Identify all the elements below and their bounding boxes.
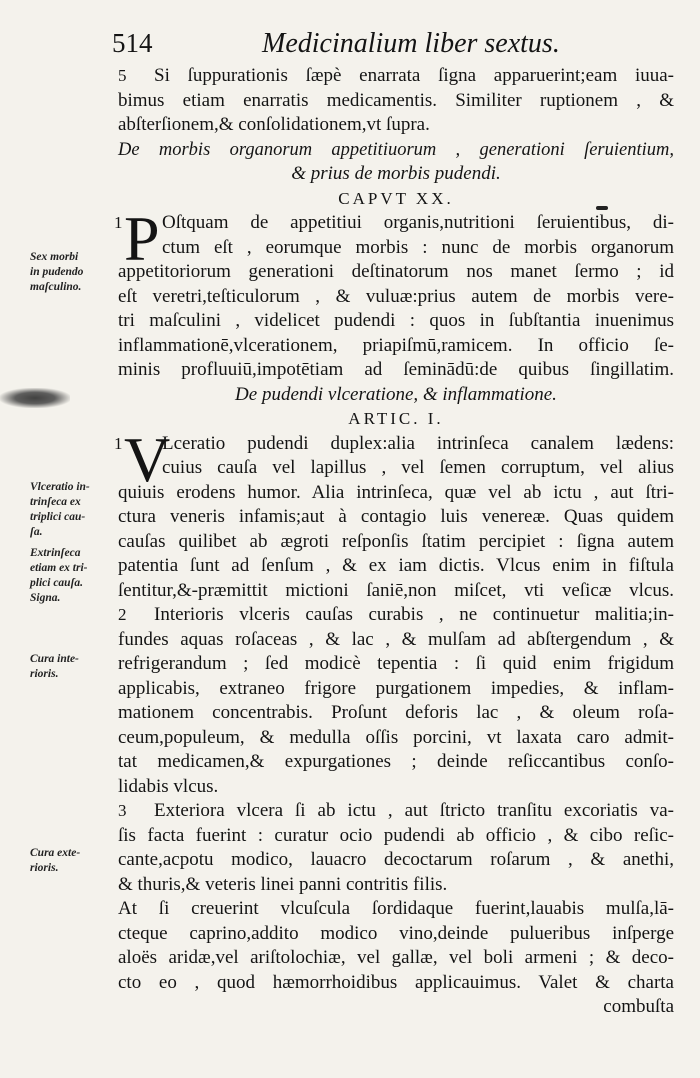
line-text: CAPVT XX. [338, 188, 454, 208]
text-line [118, 922, 674, 947]
line-text: applicabis, extraneo frigore purgationem impedies, & inflam- [118, 677, 674, 699]
line-text: combuſta [603, 996, 674, 1017]
text-line [118, 113, 674, 138]
margin-note-line: Cura exte- [30, 847, 81, 859]
margin-note-line: Vlceratio in- [30, 481, 90, 493]
margin-note-line: triplici cau- [30, 511, 86, 523]
margin-note-line: rioris. [30, 668, 59, 680]
line-text: Oſtquam de appetitiui organis,nutritioni ſeruientibus, di- [162, 212, 674, 233]
line-text: ſis facta fuerint : curatur ocio pudendi ab officio , & cibo reſic- [118, 824, 674, 846]
margin-note [30, 846, 120, 876]
text-line [118, 138, 674, 163]
margin-note-line: Cura inte- [30, 653, 79, 665]
line-text: cteque caprino,addito modico vino,deinde pulueribus inſperge [118, 922, 674, 944]
text-line [118, 897, 674, 922]
line-text: cto eo , quod hæmorrhoidibus applicauimus. Valet & charta [118, 971, 674, 993]
text-line [118, 603, 674, 628]
text-line [118, 971, 674, 996]
margin-note [30, 546, 120, 606]
drop-capital: V [124, 423, 171, 495]
text-line [118, 652, 674, 677]
line-text: mationem concentrabis. Proſunt deforis lac , & oleum roſa- [118, 702, 674, 723]
line-text: ctum eſt , eorumque morbis : nunc de morbis organorum [162, 236, 674, 258]
text-line [118, 554, 674, 579]
line-text: ARTIC. I. [348, 409, 444, 428]
text-line [118, 407, 674, 432]
text-line [118, 628, 674, 653]
page-number: 514 [112, 28, 153, 58]
line-text: lidabis vlcus. [118, 775, 219, 797]
margin-note-line: rioris. [30, 862, 59, 874]
line-text: quiuis erodens humor. Alia intrinſeca, quæ vel ab ictu , aut ſtri- [118, 481, 674, 503]
drop-capital: P [124, 203, 160, 274]
text-line [118, 873, 674, 898]
paragraph-number: 5 [118, 66, 127, 85]
text-line [118, 162, 674, 187]
text-line [118, 89, 674, 114]
running-title: Medicinalium liber sextus. [262, 28, 560, 59]
text-line [118, 530, 674, 555]
line-text: cante,acpotu modico, lauacro decoctarum roſarum , & anethi, [118, 849, 674, 870]
text-line [118, 505, 674, 530]
margin-note-line: Extrinſeca [30, 547, 81, 559]
text-line [118, 236, 674, 261]
text-line [118, 824, 674, 849]
text-line [118, 726, 674, 751]
text-line [118, 799, 674, 824]
margin-note-line: etiam ex tri- [30, 562, 88, 574]
line-text: tat medicamen,& expurgationes ; deinde reſiccantibus conſo- [118, 751, 674, 772]
text-line [118, 750, 674, 775]
margin-note-line: in pudendo [30, 266, 84, 278]
line-text: De pudendi vlceratione, & inflammatione. [235, 383, 557, 405]
line-text: cuius cauſa vel lapillus , vel ſemen corruptum, vel alius [162, 457, 674, 478]
text-line [118, 946, 674, 971]
line-text: At ſi creuerint vlcuſcula ſordidaque fuerint,lauabis mulſa,lā- [118, 898, 674, 919]
line-text: bimus etiam enarratis medicamentis. Similiter ruptionem , & [118, 89, 674, 111]
text-line [118, 64, 674, 89]
line-text: abſterſionem,& conſolidationem,vt ſupra. [118, 114, 430, 135]
paragraph-number: 2 [118, 605, 127, 624]
text-line [118, 358, 674, 383]
margin-note [30, 480, 120, 540]
text-line [118, 701, 674, 726]
text-line [118, 309, 674, 334]
text-line [118, 995, 674, 1020]
margin-note-line: plici cauſa. [30, 577, 84, 589]
paragraph-number: 1 [114, 433, 123, 453]
margin-note-line: Signa. [30, 592, 61, 604]
text-line [118, 285, 674, 310]
line-text: Exteriora vlcera ſi ab ictu , aut ſtricto tranſitu excoriatis va- [154, 800, 674, 821]
line-text: patentia ſunt ad ſenſum , & ex iam dictis. Vlcus enim in fiſtula [118, 555, 674, 576]
line-text: De morbis organorum appetitiuorum , generationi ſeruientium, [118, 139, 674, 160]
line-text: ctura veneris infamis;aut à contagio luis venereæ. Quas quidem [118, 506, 674, 527]
text-line [118, 775, 674, 800]
paragraph-number: 1 [114, 213, 123, 232]
text-line [118, 187, 674, 212]
line-text: inflammationē,vlcerationem, priapiſmū,ramicem. In officio ſe- [118, 334, 674, 356]
text-line [118, 383, 674, 408]
margin-note [30, 250, 120, 295]
line-text: appetitoriorum generationi deſtinatorum nos manet ſermo ; id [118, 261, 674, 282]
line-text: & prius de morbis pudendi. [291, 163, 501, 184]
line-text: Interioris vlceris cauſas curabis , ne continuetur malitia;in- [154, 604, 674, 625]
margin-note-line: maſculino. [30, 281, 82, 293]
margin-note-line: ſa. [30, 526, 43, 538]
body-text [114, 64, 674, 1020]
ink-smudge [0, 388, 70, 408]
text-line [118, 848, 674, 873]
line-text: aloës aridæ,vel ariſtolochiæ, vel gallæ, vel boli armeni ; & deco- [118, 947, 674, 968]
text-line [118, 456, 674, 481]
text-line [118, 481, 674, 506]
margin-note [30, 652, 120, 682]
text-line [118, 260, 674, 285]
line-text: cauſas quilibet ab ægroti reſponſis ſtatim percipiet : ſigna autem [118, 530, 674, 552]
page-header [112, 28, 672, 60]
line-text: fundes aquas roſaceas , & lac , & mulſam ad abſtergendum , & [118, 628, 674, 650]
text-line [118, 579, 674, 604]
margin-note-line: Sex morbi [30, 251, 79, 263]
line-text: ceum,populeum, & medulla oſſis porcini, vt laxata caro admit- [118, 726, 674, 748]
margin-note-line: trinſeca ex [30, 496, 81, 508]
paragraph-number: 3 [118, 801, 127, 820]
line-text: minis profluuiū,impotētiam ad ſeminādū:de quibus ſingillatim. [118, 359, 674, 380]
line-text: tri maſculini , videlicet pudendi : quos in ſubſtantia inuenimus [118, 310, 674, 331]
line-text: Si ſuppurationis ſæpè enarrata ſigna apparuerint;eam iuua- [154, 65, 674, 86]
text-line [118, 334, 674, 359]
line-text: eſt veretri,teſticulorum , & vuluæ:prius autem de morbis vere- [118, 285, 674, 307]
line-text: ſentitur,&-præmittit mictioni ſaniē,non miſcet, vti veſicæ vlcus. [118, 579, 674, 601]
text-line [118, 677, 674, 702]
line-text: refrigerandum ; ſed modicè tepentia : ſi quid enim frigidum [118, 653, 674, 674]
line-text: Lceratio pudendi duplex:alia intrinſeca canalem lædens: [162, 432, 674, 454]
line-text: & thuris,& veteris linei panni contritis filis. [118, 873, 448, 895]
